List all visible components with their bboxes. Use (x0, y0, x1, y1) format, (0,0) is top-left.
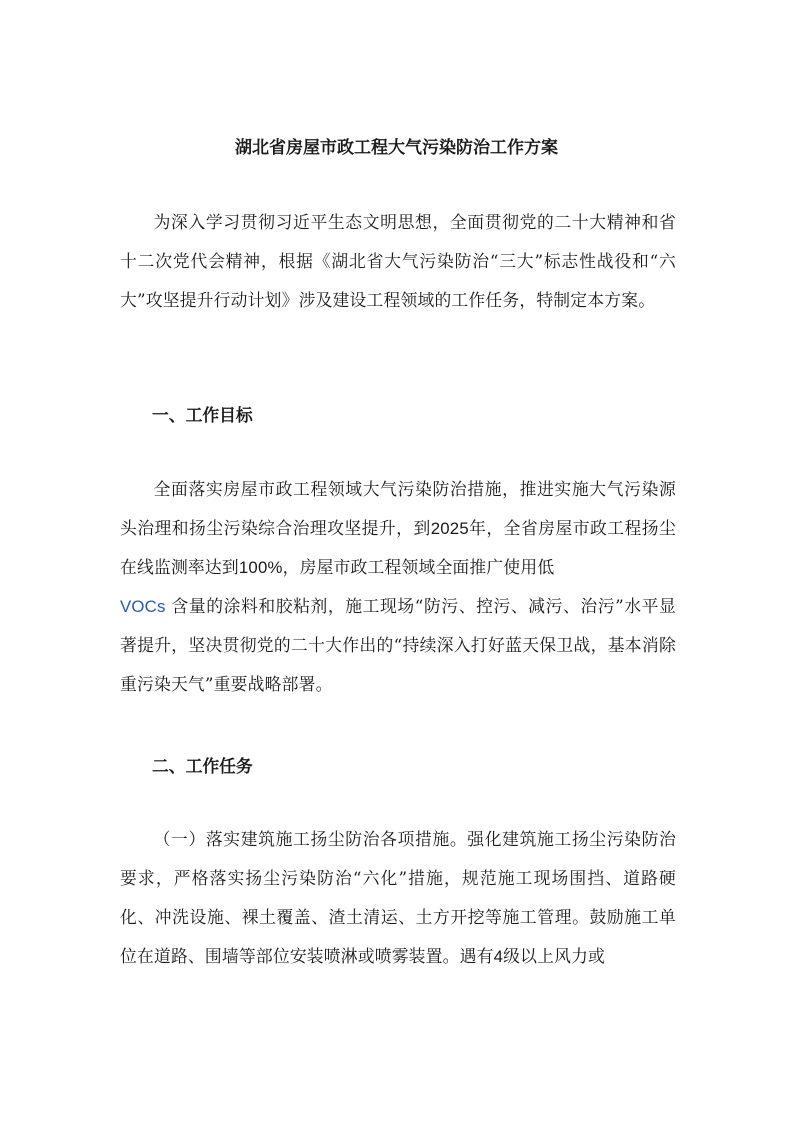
intro-paragraph: 为深入学习贯彻习近平生态文明思想，全面贯彻党的二十大精神和省十二次党代会精神，根据《湖北省大气污染防治“三大”标志性战役和“六大”攻坚提升行动计划》涉及建设工程领域的工作任务，特制定本方案。 (120, 212, 676, 310)
goals-rate: 100% (238, 558, 283, 577)
goals-paragraph (120, 470, 676, 704)
goals-text-3: ，房屋市政工程领域全面推广使用低 (282, 557, 555, 577)
goals-text-2: 年，全省房屋市政工程扬尘在线监测率达到 (120, 518, 676, 577)
section-heading-tasks: 二、工作任务 (152, 756, 253, 776)
tasks-text-1: （一）落实建筑施工扬尘防治各项措施。强化建筑施工扬尘污染防治要求，严格落实扬尘污染防治“六化”措施，规范施工现场围挡、道路硬化、冲洗设施、裸土覆盖、渣土清运、土方开挖等施工管理。鼓励施工单位在道路、围墙等部位安装喷淋或喷雾装置。遇有 (120, 829, 676, 966)
tasks-text-2: 级以上风力或 (503, 946, 606, 966)
vocs-link[interactable]: VOCs (120, 597, 166, 616)
goals-text-4: 含量的涂料和胶粘剂，施工现场“防污、控污、减污、治污”水平显著提升，坚决贯彻党的二十大作出的“持续深入打好蓝天保卫战，基本消除重污染天气”重要战略部署。 (120, 596, 676, 694)
tasks-paragraph (120, 820, 676, 976)
document-title: 湖北省房屋市政工程大气污染防治工作方案 (235, 138, 558, 158)
goals-text-1: 全面落实房屋市政工程领域大气污染防治措施，推进实施大气污染源头治理和扬尘污染综合治理攻坚提升，到 (120, 479, 676, 538)
section-heading-goals: 一、工作目标 (152, 405, 253, 425)
wind-level: 4 (493, 947, 504, 966)
goals-year: 2025 (430, 519, 469, 538)
